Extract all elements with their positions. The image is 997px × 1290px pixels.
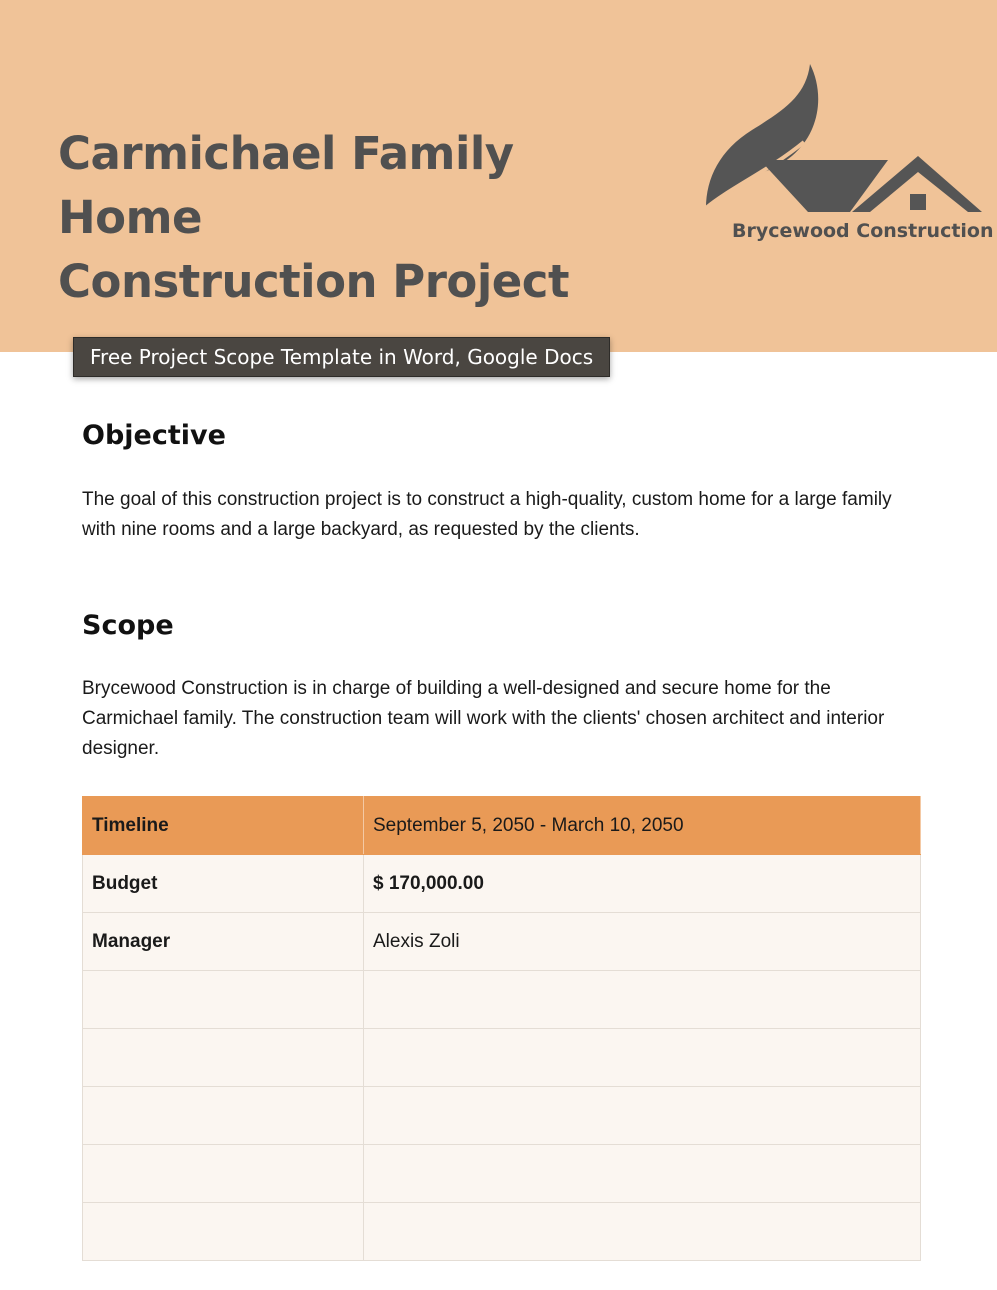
table-cell — [364, 971, 921, 1029]
table-cell — [83, 971, 364, 1029]
template-caption-banner: Free Project Scope Template in Word, Google Docs — [73, 337, 610, 377]
objective-body: The goal of this construction project is to construct a high-quality, custom home for a large family with nine rooms and a large backyard, as requested by the clients. — [82, 489, 892, 540]
project-details-table — [82, 796, 921, 1261]
timeline-value: September 5, 2050 - March 10, 2050 — [364, 797, 921, 855]
timeline-label: Timeline — [83, 797, 364, 855]
table-cell — [83, 1145, 364, 1203]
objective-heading: Objective — [82, 420, 226, 451]
title-line-1: Carmichael Family Home — [58, 127, 514, 244]
table-cell — [364, 1203, 921, 1261]
leaf-house-logo-icon — [700, 60, 990, 220]
logo-company-name: Brycewood Construction — [732, 220, 994, 242]
budget-label: Budget — [83, 855, 364, 913]
table-row — [83, 1087, 921, 1145]
table-row — [83, 1029, 921, 1087]
company-logo — [700, 60, 994, 250]
table-cell — [83, 1087, 364, 1145]
table-row-manager — [83, 913, 921, 971]
table-row — [83, 1203, 921, 1261]
table-cell — [83, 1029, 364, 1087]
table-row — [83, 971, 921, 1029]
scope-body: Brycewood Construction is in charge of building a well-designed and secure home for the Carmichael family. The construction team will work with the clients' chosen architect and interior designer. — [82, 678, 885, 759]
table-cell — [364, 1087, 921, 1145]
title-line-2: Construction Project — [58, 255, 569, 308]
table-row — [83, 1145, 921, 1203]
table-cell — [364, 1029, 921, 1087]
table-cell — [364, 1145, 921, 1203]
table-row-timeline — [83, 797, 921, 855]
manager-value: Alexis Zoli — [364, 913, 921, 971]
budget-value: $ 170,000.00 — [364, 855, 921, 913]
table-row-budget — [83, 855, 921, 913]
manager-label: Manager — [83, 913, 364, 971]
document-title — [58, 122, 658, 314]
table-cell — [83, 1203, 364, 1261]
scope-heading: Scope — [82, 610, 174, 641]
